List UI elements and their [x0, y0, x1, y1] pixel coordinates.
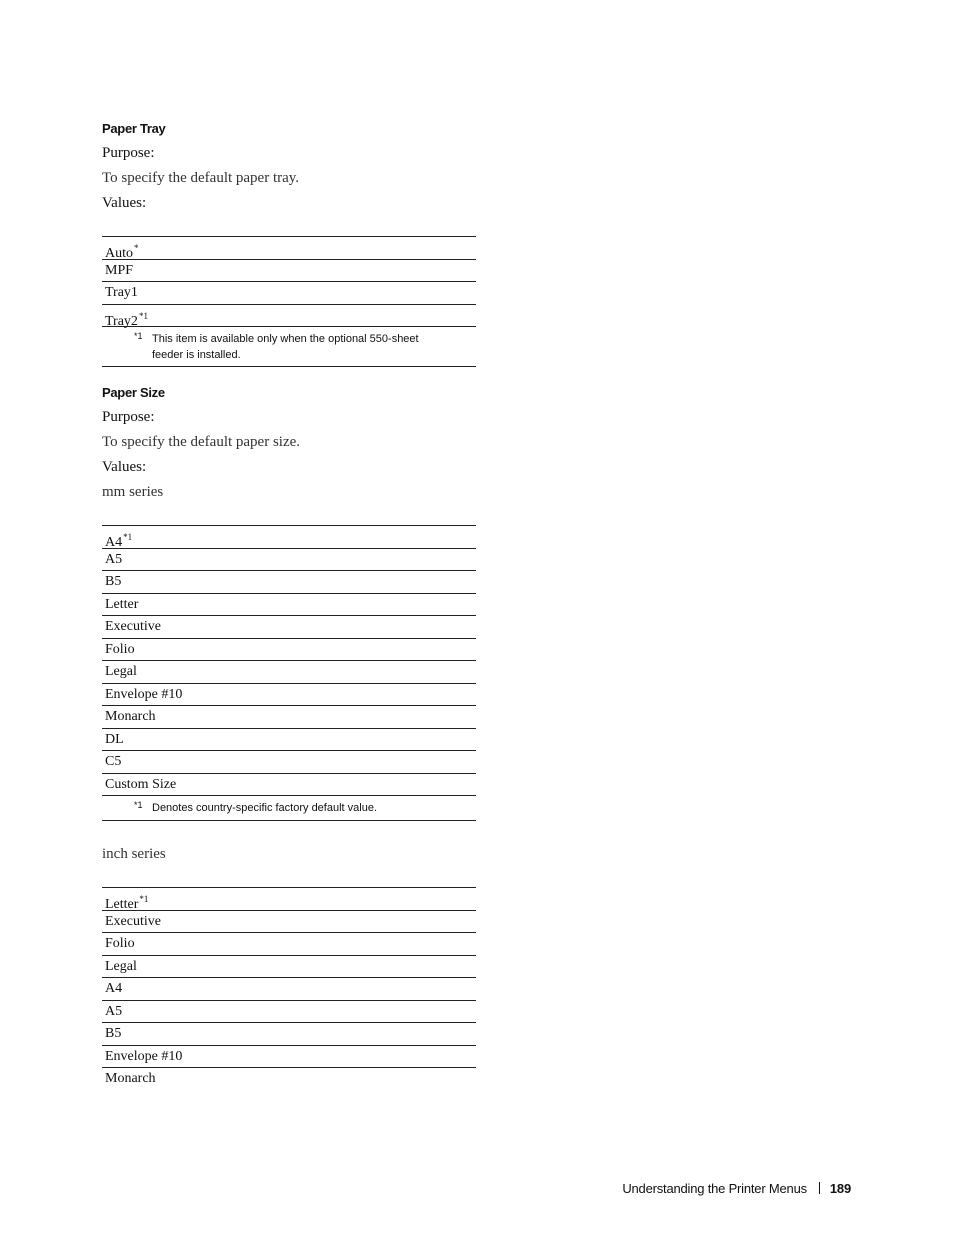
row-label: A5: [105, 1003, 123, 1019]
row-label: Folio: [105, 936, 135, 951]
table-row: [102, 260, 476, 283]
row-label: Custom Size: [105, 776, 177, 792]
table-row: [102, 526, 476, 549]
row-label: Envelope #10: [105, 1048, 183, 1064]
table-row: [102, 933, 476, 956]
table-row: [102, 282, 476, 305]
table-row: [102, 639, 476, 662]
page-number: 189: [829, 1181, 851, 1196]
footer-separator: [819, 1182, 820, 1194]
paper-tray-footnote: [102, 327, 476, 367]
table-row: [102, 1068, 476, 1091]
row-label: Tray1: [105, 285, 138, 300]
table-row: [102, 888, 476, 911]
row-label: Auto: [105, 246, 133, 261]
row-label: Letter: [105, 897, 139, 912]
paper-size-purpose-label: Purpose:: [102, 409, 155, 425]
table-row: [102, 729, 476, 752]
page-footer: [622, 1181, 851, 1196]
paper-tray-heading: Paper Tray: [102, 121, 166, 136]
paper-size-heading: Paper Size: [102, 385, 165, 400]
table-row: [102, 706, 476, 729]
row-label: Tray2: [105, 313, 138, 329]
row-label: Legal: [105, 664, 137, 679]
row-label: B5: [105, 574, 122, 589]
table-row: [102, 1023, 476, 1046]
table-row: [102, 1001, 476, 1024]
row-label: Legal: [105, 958, 137, 974]
table-row: [102, 237, 476, 260]
table-row: [102, 774, 476, 797]
footnote-mark: *1: [134, 800, 143, 810]
table-row: [102, 978, 476, 1001]
table-row: [102, 571, 476, 594]
inch-series-label: inch series: [102, 846, 166, 862]
paper-tray-values-table: [102, 236, 476, 367]
row-label: A4: [105, 981, 123, 996]
inch-series-table: [102, 887, 476, 1091]
paper-tray-purpose-text: To specify the default paper tray.: [102, 170, 300, 186]
table-row: [102, 911, 476, 934]
row-label: Executive: [105, 913, 161, 929]
mm-series-table: [102, 525, 476, 821]
row-label: Executive: [105, 619, 161, 634]
mm-series-footnote: [102, 796, 476, 821]
table-row: [102, 549, 476, 572]
footnote-text: Denotes country-specific factory default value.: [152, 802, 378, 814]
paper-tray-values-label: Values:: [102, 195, 147, 211]
row-superscript: *1: [139, 894, 149, 904]
row-superscript: *1: [138, 310, 148, 321]
row-label: Folio: [105, 641, 135, 657]
table-row: [102, 616, 476, 639]
footer-section-title: Understanding the Printer Menus: [622, 1181, 807, 1196]
row-label: DL: [105, 731, 124, 747]
table-row: [102, 1046, 476, 1069]
row-superscript: *1: [123, 532, 133, 542]
footnote-text: This item is available only when the optional 550-sheet feeder is installed.: [152, 333, 419, 361]
row-label: C5: [105, 754, 122, 769]
table-row: [102, 594, 476, 617]
table-row: [102, 956, 476, 979]
table-row: [102, 751, 476, 774]
row-label: Monarch: [105, 709, 156, 724]
row-label: A4: [105, 535, 123, 550]
table-row: [102, 684, 476, 707]
row-label: Letter: [105, 596, 139, 612]
row-label: MPF: [105, 262, 134, 278]
row-label: B5: [105, 1026, 122, 1041]
row-label: A5: [105, 551, 123, 567]
table-row: [102, 305, 476, 328]
paper-tray-purpose-label: Purpose:: [102, 145, 155, 161]
mm-series-label: mm series: [102, 484, 164, 500]
paper-size-purpose-text: To specify the default paper size.: [102, 434, 301, 450]
row-label: Monarch: [105, 1071, 156, 1086]
footnote-mark: *1: [134, 331, 143, 341]
row-label: Envelope #10: [105, 686, 183, 702]
paper-size-values-label: Values:: [102, 459, 147, 475]
row-superscript: *: [134, 243, 139, 253]
table-row: [102, 661, 476, 684]
